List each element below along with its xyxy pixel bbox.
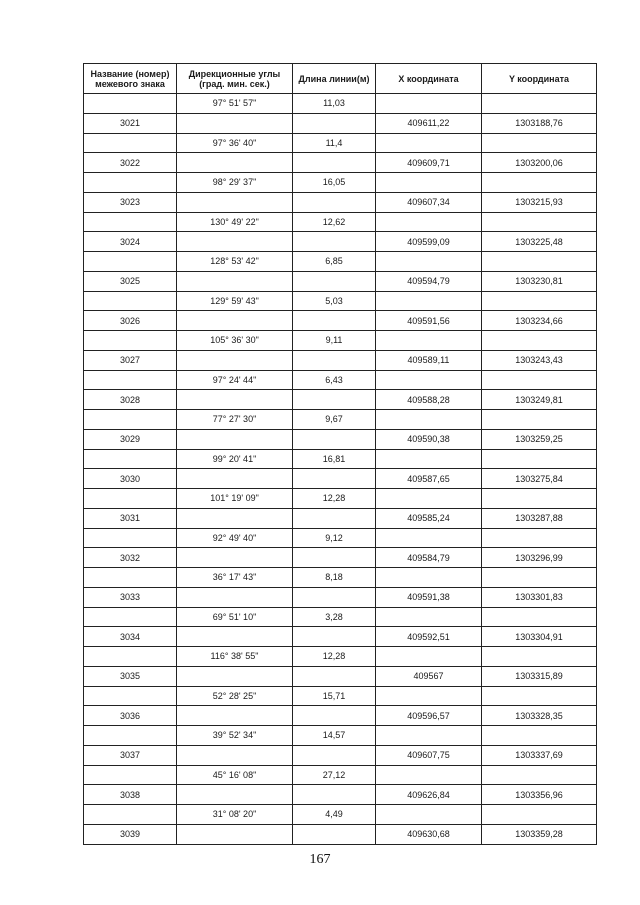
cell-direction-angle [177,469,293,489]
table-row [84,469,597,489]
cell-direction-angle [177,824,293,844]
header-line-length: Длина линии(м) [293,64,376,94]
table-body [84,94,597,845]
cell-x-coordinate [376,410,482,430]
cell-x-coordinate: 409609,71 [376,153,482,173]
table-row [84,252,597,272]
table-row [84,133,597,153]
cell-x-coordinate: 409590,38 [376,429,482,449]
table-row [84,410,597,430]
cell-line-length [293,508,376,528]
cell-y-coordinate [482,252,597,272]
table-row [84,568,597,588]
cell-y-coordinate: 1303301,83 [482,587,597,607]
cell-x-coordinate: 409592,51 [376,627,482,647]
cell-x-coordinate [376,94,482,114]
cell-y-coordinate: 1303200,06 [482,153,597,173]
cell-direction-angle: 39° 52' 34" [177,726,293,746]
cell-x-coordinate [376,805,482,825]
cell-mark-name: 3037 [84,745,177,765]
cell-line-length: 12,62 [293,212,376,232]
header-y-coordinate: Y координата [482,64,597,94]
cell-direction-angle: 101° 19' 09" [177,489,293,509]
cell-direction-angle: 92° 49' 40" [177,528,293,548]
cell-y-coordinate [482,133,597,153]
table-row [84,232,597,252]
cell-mark-name [84,489,177,509]
cell-line-length [293,469,376,489]
cell-line-length [293,113,376,133]
table-row [84,508,597,528]
cell-x-coordinate: 409611,22 [376,113,482,133]
cell-line-length: 8,18 [293,568,376,588]
cell-direction-angle: 77° 27' 30" [177,410,293,430]
cell-mark-name [84,568,177,588]
table-row [84,370,597,390]
cell-x-coordinate [376,607,482,627]
cell-y-coordinate: 1303275,84 [482,469,597,489]
cell-y-coordinate [482,489,597,509]
header-direction-angle: Дирекционные углы (град. мин. сек.) [177,64,293,94]
cell-y-coordinate [482,647,597,667]
cell-mark-name [84,726,177,746]
table-row [84,607,597,627]
cell-line-length [293,232,376,252]
cell-direction-angle: 31° 08' 20" [177,805,293,825]
cell-x-coordinate: 409599,09 [376,232,482,252]
cell-direction-angle [177,706,293,726]
cell-mark-name [84,212,177,232]
cell-direction-angle: 116° 38' 55" [177,647,293,667]
cell-x-coordinate [376,291,482,311]
cell-y-coordinate [482,449,597,469]
cell-x-coordinate [376,647,482,667]
cell-line-length: 27,12 [293,765,376,785]
cell-mark-name [84,370,177,390]
cell-mark-name [84,331,177,351]
cell-direction-angle [177,192,293,212]
table-header-row [84,64,597,94]
cell-y-coordinate [482,331,597,351]
cell-mark-name: 3027 [84,350,177,370]
cell-y-coordinate: 1303249,81 [482,390,597,410]
cell-x-coordinate [376,133,482,153]
cell-x-coordinate: 409591,56 [376,311,482,331]
table-row [84,291,597,311]
cell-direction-angle [177,587,293,607]
cell-line-length: 15,71 [293,686,376,706]
cell-x-coordinate: 409594,79 [376,271,482,291]
cell-direction-angle [177,390,293,410]
cell-line-length [293,785,376,805]
cell-direction-angle: 36° 17' 43" [177,568,293,588]
cell-y-coordinate [482,765,597,785]
cell-direction-angle [177,627,293,647]
cell-mark-name [84,133,177,153]
cell-x-coordinate [376,449,482,469]
table-row [84,311,597,331]
cell-direction-angle: 105° 36' 30" [177,331,293,351]
cell-mark-name: 3038 [84,785,177,805]
cell-x-coordinate [376,173,482,193]
cell-mark-name [84,686,177,706]
cell-mark-name [84,173,177,193]
cell-mark-name: 3035 [84,666,177,686]
cell-line-length [293,192,376,212]
cell-line-length [293,706,376,726]
cell-y-coordinate [482,212,597,232]
cell-line-length: 6,85 [293,252,376,272]
cell-mark-name: 3028 [84,390,177,410]
cell-y-coordinate: 1303296,99 [482,548,597,568]
cell-direction-angle [177,350,293,370]
cell-line-length: 3,28 [293,607,376,627]
cell-line-length [293,350,376,370]
cell-line-length: 5,03 [293,291,376,311]
header-x-coordinate: X координата [376,64,482,94]
cell-mark-name [84,252,177,272]
cell-line-length: 16,05 [293,173,376,193]
table-row [84,805,597,825]
table-row [84,94,597,114]
cell-line-length [293,429,376,449]
cell-y-coordinate [482,726,597,746]
table-row [84,390,597,410]
cell-mark-name: 3030 [84,469,177,489]
cell-line-length [293,311,376,331]
cell-y-coordinate: 1303243,43 [482,350,597,370]
cell-y-coordinate [482,94,597,114]
cell-mark-name [84,449,177,469]
table-row [84,785,597,805]
cell-direction-angle: 99° 20' 41" [177,449,293,469]
cell-mark-name: 3039 [84,824,177,844]
cell-line-length [293,390,376,410]
cell-direction-angle: 130° 49' 22" [177,212,293,232]
cell-y-coordinate: 1303230,81 [482,271,597,291]
cell-y-coordinate: 1303188,76 [482,113,597,133]
cell-direction-angle [177,508,293,528]
cell-y-coordinate [482,568,597,588]
cell-direction-angle [177,271,293,291]
cell-direction-angle [177,429,293,449]
cell-y-coordinate [482,370,597,390]
cell-direction-angle: 128° 53' 42" [177,252,293,272]
cell-direction-angle: 52° 28' 25" [177,686,293,706]
cell-y-coordinate: 1303225,48 [482,232,597,252]
table-row [84,212,597,232]
cell-mark-name: 3025 [84,271,177,291]
cell-y-coordinate: 1303315,89 [482,666,597,686]
cell-line-length: 11,03 [293,94,376,114]
cell-y-coordinate [482,607,597,627]
cell-mark-name: 3023 [84,192,177,212]
table-row [84,548,597,568]
cell-x-coordinate [376,370,482,390]
cell-x-coordinate [376,686,482,706]
cell-line-length [293,271,376,291]
cell-line-length [293,745,376,765]
table-row [84,429,597,449]
cell-line-length: 9,11 [293,331,376,351]
boundary-marks-table [83,63,597,845]
cell-mark-name [84,94,177,114]
table-row [84,824,597,844]
cell-y-coordinate: 1303287,88 [482,508,597,528]
cell-y-coordinate [482,291,597,311]
cell-line-length [293,548,376,568]
table-row [84,706,597,726]
cell-mark-name [84,291,177,311]
cell-line-length [293,587,376,607]
cell-direction-angle: 69° 51' 10" [177,607,293,627]
table-row [84,489,597,509]
cell-y-coordinate: 1303234,66 [482,311,597,331]
table-row [84,587,597,607]
cell-mark-name [84,765,177,785]
cell-y-coordinate: 1303356,96 [482,785,597,805]
cell-y-coordinate: 1303304,91 [482,627,597,647]
cell-mark-name: 3032 [84,548,177,568]
cell-x-coordinate: 409607,75 [376,745,482,765]
cell-direction-angle: 97° 51' 57" [177,94,293,114]
cell-line-length: 9,12 [293,528,376,548]
cell-x-coordinate: 409585,24 [376,508,482,528]
table-row [84,192,597,212]
table-row [84,350,597,370]
cell-mark-name [84,607,177,627]
table-row [84,726,597,746]
cell-line-length: 14,57 [293,726,376,746]
cell-x-coordinate: 409630,68 [376,824,482,844]
cell-x-coordinate [376,252,482,272]
cell-mark-name: 3031 [84,508,177,528]
cell-mark-name: 3033 [84,587,177,607]
cell-x-coordinate [376,489,482,509]
cell-x-coordinate [376,765,482,785]
cell-direction-angle [177,785,293,805]
cell-y-coordinate: 1303359,28 [482,824,597,844]
cell-x-coordinate: 409596,57 [376,706,482,726]
cell-x-coordinate [376,726,482,746]
cell-mark-name [84,410,177,430]
cell-y-coordinate: 1303215,93 [482,192,597,212]
cell-direction-angle: 98° 29' 37" [177,173,293,193]
cell-line-length: 6,43 [293,370,376,390]
cell-y-coordinate [482,528,597,548]
cell-y-coordinate: 1303259,25 [482,429,597,449]
cell-mark-name [84,805,177,825]
page-number: 167 [309,852,331,867]
cell-y-coordinate [482,173,597,193]
table-row [84,331,597,351]
cell-line-length [293,666,376,686]
cell-line-length: 9,67 [293,410,376,430]
header-mark-name: Название (номер) межевого знака [84,64,177,94]
cell-y-coordinate [482,410,597,430]
cell-direction-angle [177,548,293,568]
cell-direction-angle [177,153,293,173]
table-row [84,271,597,291]
cell-line-length: 4,49 [293,805,376,825]
table-row [84,627,597,647]
cell-x-coordinate: 409589,11 [376,350,482,370]
table-row [84,449,597,469]
cell-mark-name [84,647,177,667]
table-row [84,113,597,133]
cell-y-coordinate [482,805,597,825]
cell-mark-name: 3034 [84,627,177,647]
cell-direction-angle [177,745,293,765]
cell-x-coordinate [376,568,482,588]
cell-mark-name: 3026 [84,311,177,331]
cell-direction-angle: 45° 16' 08" [177,765,293,785]
cell-y-coordinate: 1303337,69 [482,745,597,765]
cell-direction-angle: 97° 36' 40" [177,133,293,153]
table-row [84,686,597,706]
table-row [84,173,597,193]
cell-mark-name [84,528,177,548]
cell-mark-name: 3036 [84,706,177,726]
cell-direction-angle [177,232,293,252]
table-row [84,647,597,667]
cell-line-length: 11,4 [293,133,376,153]
cell-x-coordinate: 409626,84 [376,785,482,805]
cell-line-length [293,824,376,844]
cell-x-coordinate [376,212,482,232]
cell-mark-name: 3021 [84,113,177,133]
cell-line-length [293,153,376,173]
cell-line-length [293,627,376,647]
cell-x-coordinate: 409587,65 [376,469,482,489]
cell-direction-angle [177,311,293,331]
cell-y-coordinate: 1303328,35 [482,706,597,726]
cell-x-coordinate: 409567 [376,666,482,686]
cell-line-length: 12,28 [293,489,376,509]
cell-mark-name: 3029 [84,429,177,449]
cell-x-coordinate [376,331,482,351]
cell-direction-angle: 97° 24' 44" [177,370,293,390]
cell-line-length: 16,81 [293,449,376,469]
cell-line-length: 12,28 [293,647,376,667]
cell-x-coordinate: 409584,79 [376,548,482,568]
table-row [84,666,597,686]
cell-x-coordinate: 409607,34 [376,192,482,212]
table-row [84,528,597,548]
cell-direction-angle [177,113,293,133]
table-row [84,745,597,765]
cell-y-coordinate [482,686,597,706]
table-row [84,153,597,173]
table-row [84,765,597,785]
cell-x-coordinate: 409591,38 [376,587,482,607]
cell-x-coordinate [376,528,482,548]
cell-mark-name: 3024 [84,232,177,252]
cell-direction-angle: 129° 59' 43" [177,291,293,311]
cell-mark-name: 3022 [84,153,177,173]
cell-x-coordinate: 409588,28 [376,390,482,410]
cell-direction-angle [177,666,293,686]
